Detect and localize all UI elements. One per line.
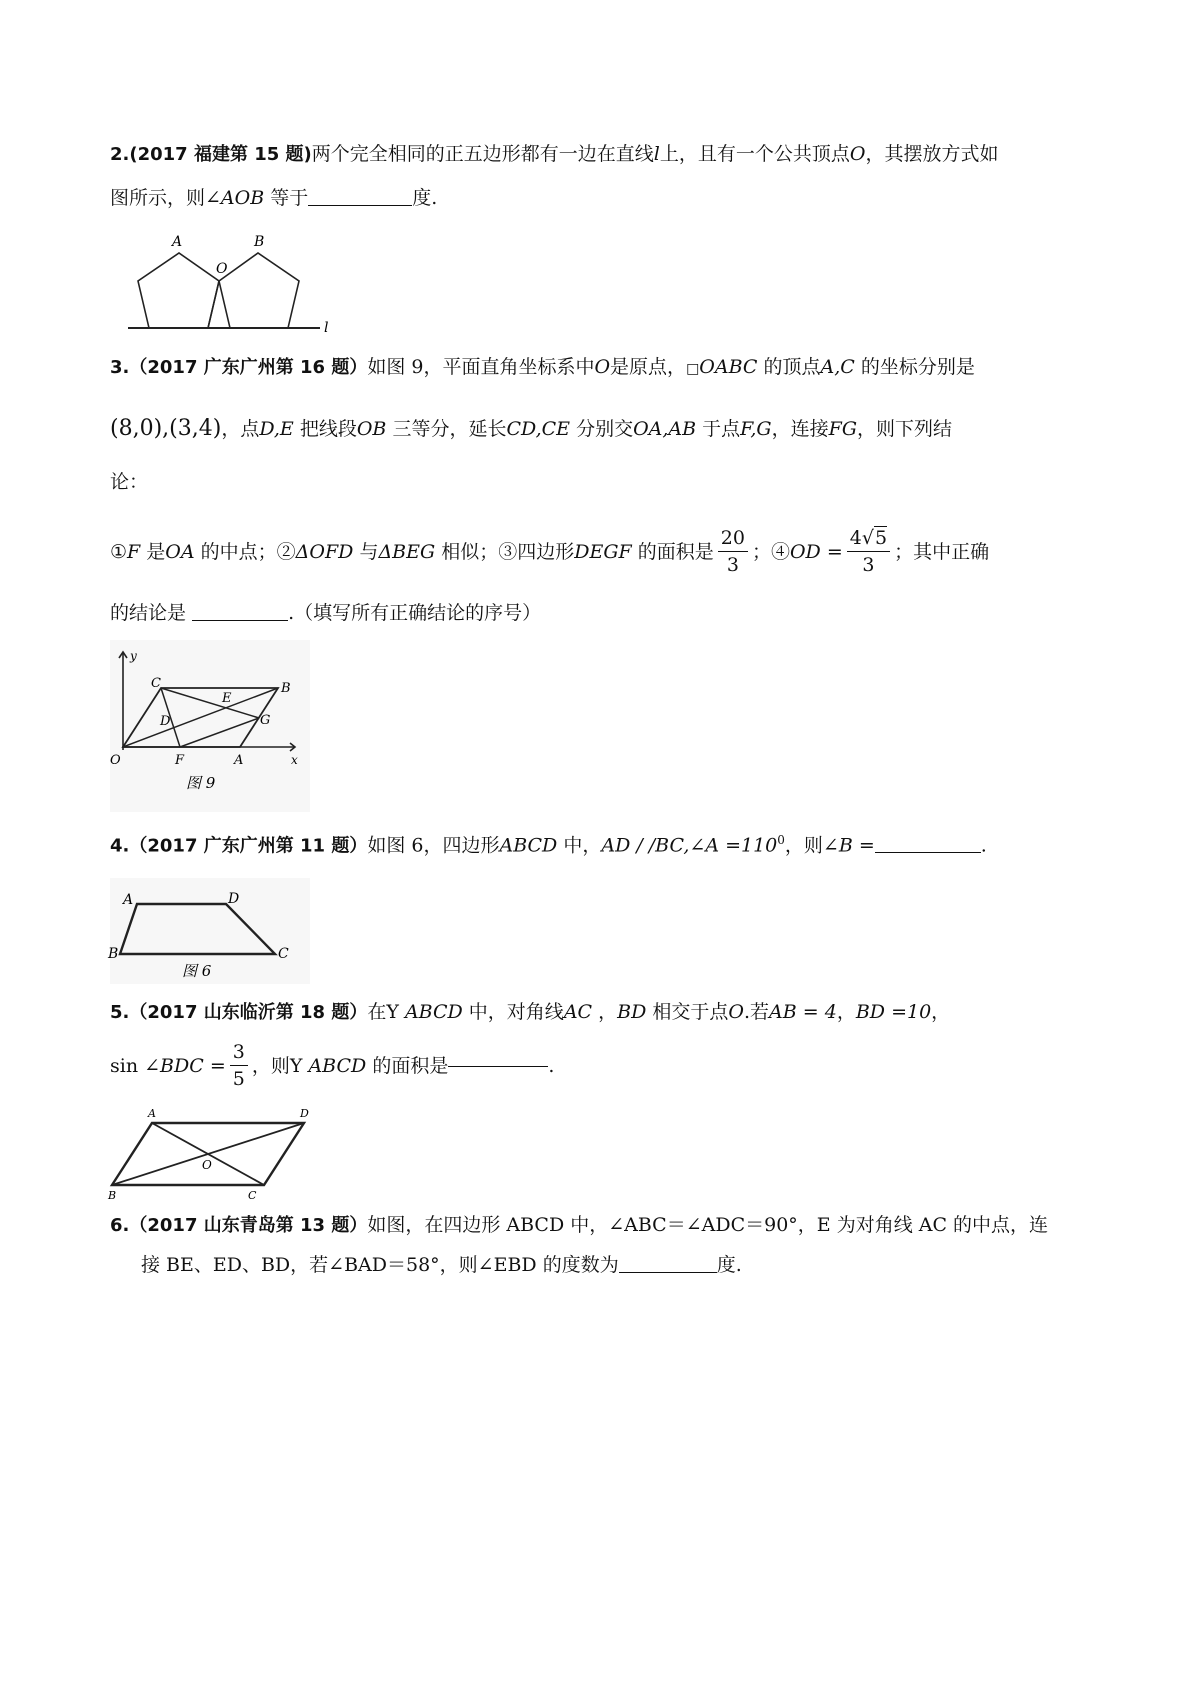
q3-ob: OB: [356, 418, 387, 440]
q3-coords: (8,0),(3,4): [110, 416, 222, 441]
label-o: O: [110, 753, 121, 768]
q2-answer-blank[interactable]: [308, 204, 412, 206]
q3-text: 的顶点: [763, 356, 821, 378]
q3-text: 的结论是: [110, 602, 187, 624]
q3-c2-a: ΔOFD: [295, 540, 354, 563]
q3-cdce: CD,CE: [506, 418, 571, 440]
q3-fg2: FG: [828, 418, 858, 440]
q5-parallelogram-symbol: Y: [386, 1001, 399, 1023]
q3-var-o: O: [594, 356, 611, 378]
q3-c3-q: DEGF: [574, 540, 632, 563]
q3-line4: [110, 524, 989, 580]
q6-number: 6.: [110, 1215, 130, 1236]
figure-caption: 图 9: [186, 774, 216, 792]
q5-text: 在: [367, 1001, 387, 1023]
q3-placeholder-box: □: [686, 361, 700, 377]
q3-c2-text2: 相似；③四边形: [441, 540, 575, 563]
label-a: A: [148, 1107, 156, 1120]
label-o: O: [202, 1158, 212, 1172]
q2-line2: [110, 189, 437, 208]
q5-text: .: [548, 1054, 555, 1077]
q5-line1: [110, 1003, 950, 1022]
q2-number: 2.: [110, 144, 130, 165]
q3-text: ，点: [221, 418, 260, 440]
label-y: y: [130, 649, 137, 663]
q3-text: ，连接: [771, 418, 829, 440]
q6-line2: [141, 1256, 742, 1275]
q5-text: 相交于点: [652, 1001, 729, 1023]
label-l: l: [324, 320, 329, 336]
pentagon-left-edge: [208, 281, 219, 328]
q3-c4-num-rad: 5: [874, 527, 888, 549]
q3-c4-text2: ；其中正确: [894, 540, 990, 563]
label-d: D: [160, 714, 171, 729]
q5-abcd: ABCD: [404, 1001, 463, 1023]
q4-text: ，则: [784, 834, 823, 857]
label-f: F: [175, 753, 185, 768]
q5-text: .若: [743, 1001, 770, 1023]
q2-angle: ∠AOB: [205, 187, 265, 209]
q3-c1-text: 是: [146, 540, 166, 563]
q3-text: ，则下列结: [857, 418, 953, 440]
q3-ac: A,C: [820, 356, 855, 378]
q2-text: 图所示，则: [110, 187, 206, 209]
q3-c1-var: F: [127, 540, 141, 563]
q3-text: 论：: [110, 471, 149, 493]
diagonal-bd: [112, 1123, 304, 1185]
q3-source: （2017 广东广州第 16 题）: [129, 357, 368, 378]
q2-var-o: O: [849, 143, 866, 165]
q5-abcd: ABCD: [308, 1054, 367, 1077]
q3-text: 的坐标分别是: [860, 356, 975, 378]
q5-text: ，则: [251, 1054, 290, 1077]
q3-number: 3.: [110, 357, 130, 378]
q5-text: 的面积是: [372, 1054, 449, 1077]
q3-c1-text2: 的中点；②: [200, 540, 296, 563]
q3-c4-eq: =: [826, 540, 843, 563]
q5-answer-blank[interactable]: [448, 1065, 548, 1067]
q4-condition: AD / /BC,∠A =110: [601, 834, 778, 857]
q2-source: (2017 福建第 15 题): [129, 144, 312, 165]
q6-text: 度.: [716, 1254, 742, 1276]
q3-line3: [110, 473, 148, 492]
q5-den: 5: [232, 1068, 245, 1090]
q3-c4-num-coef: 4: [849, 527, 862, 549]
q3-fg: F,G: [740, 418, 772, 440]
q5-text: ，: [836, 1001, 856, 1023]
q3-line2: [110, 418, 952, 440]
label-x: x: [291, 753, 298, 767]
q5-bd-eq: BD =10: [855, 1001, 932, 1023]
q4-text: 如图 6，四边形: [367, 834, 500, 857]
q3-c3-text: 的面积是: [637, 540, 714, 563]
q2-text: 度.: [412, 187, 438, 209]
q3-c3-fraction: [718, 529, 748, 575]
q5-bd: BD: [617, 1001, 647, 1023]
q3-line5: [110, 604, 541, 623]
figure-caption: 图 6: [182, 962, 212, 980]
q3-c4-text: ；④: [751, 540, 790, 563]
q5-text: ，: [598, 1001, 618, 1023]
q3-oabc: OABC: [699, 356, 758, 378]
q4-abcd: ABCD: [499, 834, 558, 857]
q5-source: （2017 山东临沂第 18 题）: [129, 1002, 368, 1023]
q2-text: 两个完全相同的正五边形都有一边在直线: [311, 143, 654, 165]
q3-text: 是原点，: [610, 356, 687, 378]
q5-angle: ∠BDC =: [144, 1054, 226, 1077]
q6-text: 如图，在四边形 ABCD 中，∠ABC＝∠ADC＝90°，E 为对角线 AC 的中点，连: [367, 1214, 1049, 1236]
q4-line1: [110, 834, 987, 855]
q2-text: 上，且有一个公共顶点: [659, 143, 850, 165]
q3-c3-den: 3: [726, 554, 739, 576]
q3-oaab: OA,AB: [633, 418, 697, 440]
q5-number: 5.: [110, 1002, 130, 1023]
q3-text: 分别交: [576, 418, 634, 440]
q5-text: 中，对角线: [468, 1001, 564, 1023]
q6-text: 接 BE、ED、BD，若∠BAD＝58°，则∠EBD 的度数为: [141, 1254, 619, 1276]
q6-answer-blank[interactable]: [619, 1271, 717, 1273]
label-e: E: [222, 691, 232, 706]
q3-c2-text: 与: [359, 540, 379, 563]
label-c: C: [151, 676, 161, 691]
q3-text: 如图 9，平面直角坐标系中: [367, 356, 595, 378]
q5-ab-eq: AB = 4: [769, 1001, 837, 1023]
q3-c4-den: 3: [862, 554, 875, 576]
q4-text: 中，: [563, 834, 602, 857]
q3-de: D,E: [259, 418, 294, 440]
label-c: C: [278, 946, 289, 962]
q4-number: 4.: [110, 835, 130, 857]
pentagon-right: [219, 253, 299, 328]
q6-line1: [110, 1216, 1048, 1235]
q2-var-l: l: [653, 143, 660, 165]
q2-text: 等于: [270, 187, 309, 209]
q2-figure: [120, 225, 360, 343]
label-g: G: [260, 713, 271, 728]
label-d: D: [300, 1107, 309, 1120]
q3-text: 于点: [702, 418, 741, 440]
q3-answer-blank[interactable]: [192, 619, 288, 621]
q3-c3-num: 20: [718, 529, 748, 552]
q3-c1-oa: OA: [165, 540, 195, 563]
q2-text: ，其摆放方式如: [865, 143, 999, 165]
q5-o: O: [728, 1001, 744, 1023]
q5-ac: AC: [563, 1001, 593, 1023]
q3-c1: ①: [110, 540, 128, 563]
q4-figure: [110, 878, 310, 984]
label-b: B: [254, 234, 265, 250]
q5-text: ，: [931, 1001, 951, 1023]
label-a: A: [234, 753, 244, 768]
q4-angle-b: ∠B =: [822, 834, 875, 857]
q4-answer-blank[interactable]: [875, 851, 981, 853]
q3-figure: [110, 640, 310, 812]
pentagon-left: [138, 253, 219, 328]
label-d: D: [228, 891, 240, 907]
label-a: A: [123, 892, 134, 908]
label-a: A: [172, 234, 183, 250]
q5-num: 3: [230, 1043, 248, 1066]
q3-line1: [110, 358, 975, 377]
q3-c4-od: OD: [789, 540, 821, 563]
q3-text: 三等分，延长: [392, 418, 507, 440]
q5-parallelogram-symbol: Y: [289, 1054, 303, 1077]
label-c: C: [248, 1189, 257, 1202]
label-b: B: [108, 1189, 117, 1202]
q5-line2: [110, 1038, 554, 1094]
label-b: B: [281, 681, 291, 696]
label-b: B: [108, 946, 119, 962]
q3-text: .（填写所有正确结论的序号）: [288, 602, 542, 624]
q3-c4-fraction: $\frac{4√5}{3}$: [847, 529, 890, 575]
q4-text: .: [980, 834, 987, 857]
q5-sin: sin: [110, 1054, 139, 1077]
label-o: O: [216, 261, 228, 277]
q5-fraction: [230, 1043, 248, 1089]
q2-line1: [110, 145, 998, 164]
q3-c2-b: ΔBEG: [378, 540, 436, 563]
q3-text: 把线段: [299, 418, 357, 440]
q4-source: （2017 广东广州第 11 题）: [129, 835, 368, 857]
q4-superscript: 0: [777, 833, 785, 847]
q5-figure: [108, 1105, 320, 1205]
q6-source: （2017 山东青岛第 13 题）: [129, 1215, 368, 1236]
